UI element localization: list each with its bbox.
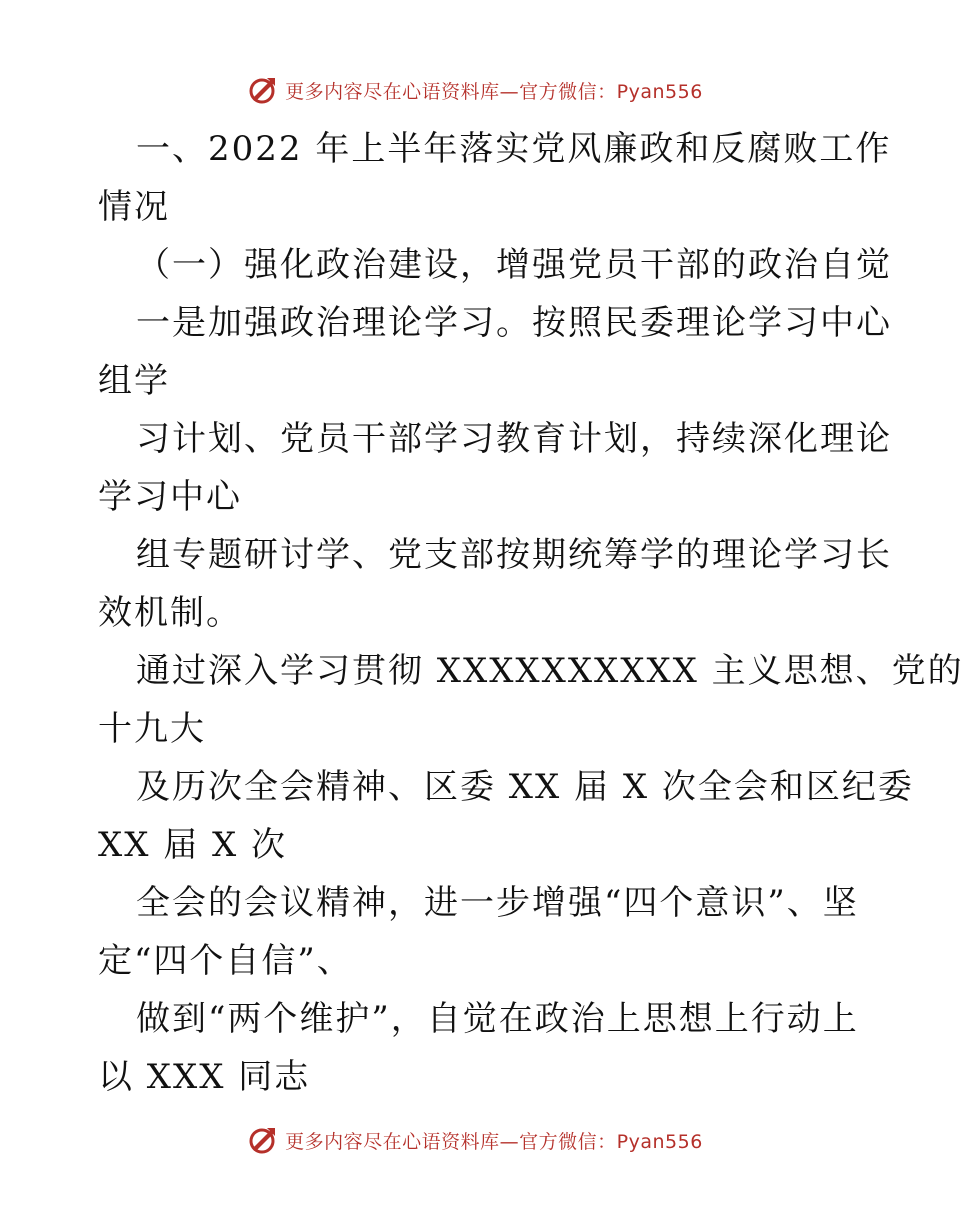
paragraph-7: 全会的会议精神，进一步增强“四个意识”、坚 定“四个自信”、 <box>98 883 859 981</box>
paragraph-heading-1: 一、2022 年上半年落实党风廉政和反腐败工作 情况 <box>98 129 892 227</box>
quill-circle-logo-icon <box>247 1124 279 1156</box>
watermark-text: 更多内容尽在心语资料库—官方微信：Pyan556 <box>285 80 703 103</box>
footer-watermark <box>0 1120 950 1160</box>
paragraph-6: 及历次全会精神、区委 XX 届 X 次全会和区纪委 XX 届 X 次 <box>98 767 914 865</box>
document-body <box>98 120 964 1106</box>
paragraph-3: 习计划、党员干部学习教育计划，持续深化理论 学习中心 <box>98 419 892 517</box>
header-watermark <box>0 70 950 110</box>
paragraph-5: 通过深入学习贯彻 XXXXXXXXXX 主义思想、党的 十九大 <box>98 651 964 749</box>
paragraph-subheading-1: （一）强化政治建设，增强党员干部的政治自觉 <box>136 245 892 285</box>
watermark-text: 更多内容尽在心语资料库—官方微信：Pyan556 <box>285 1130 703 1153</box>
paragraph-2: 一是加强政治理论学习。按照民委理论学习中心 组学 <box>98 303 892 401</box>
paragraph-8: 做到“两个维护”，自觉在政治上思想上行动上 以 XXX 同志 <box>98 999 859 1097</box>
quill-circle-logo-icon <box>247 74 279 106</box>
paragraph-4: 组专题研讨学、党支部按期统筹学的理论学习长 效机制。 <box>98 535 892 633</box>
